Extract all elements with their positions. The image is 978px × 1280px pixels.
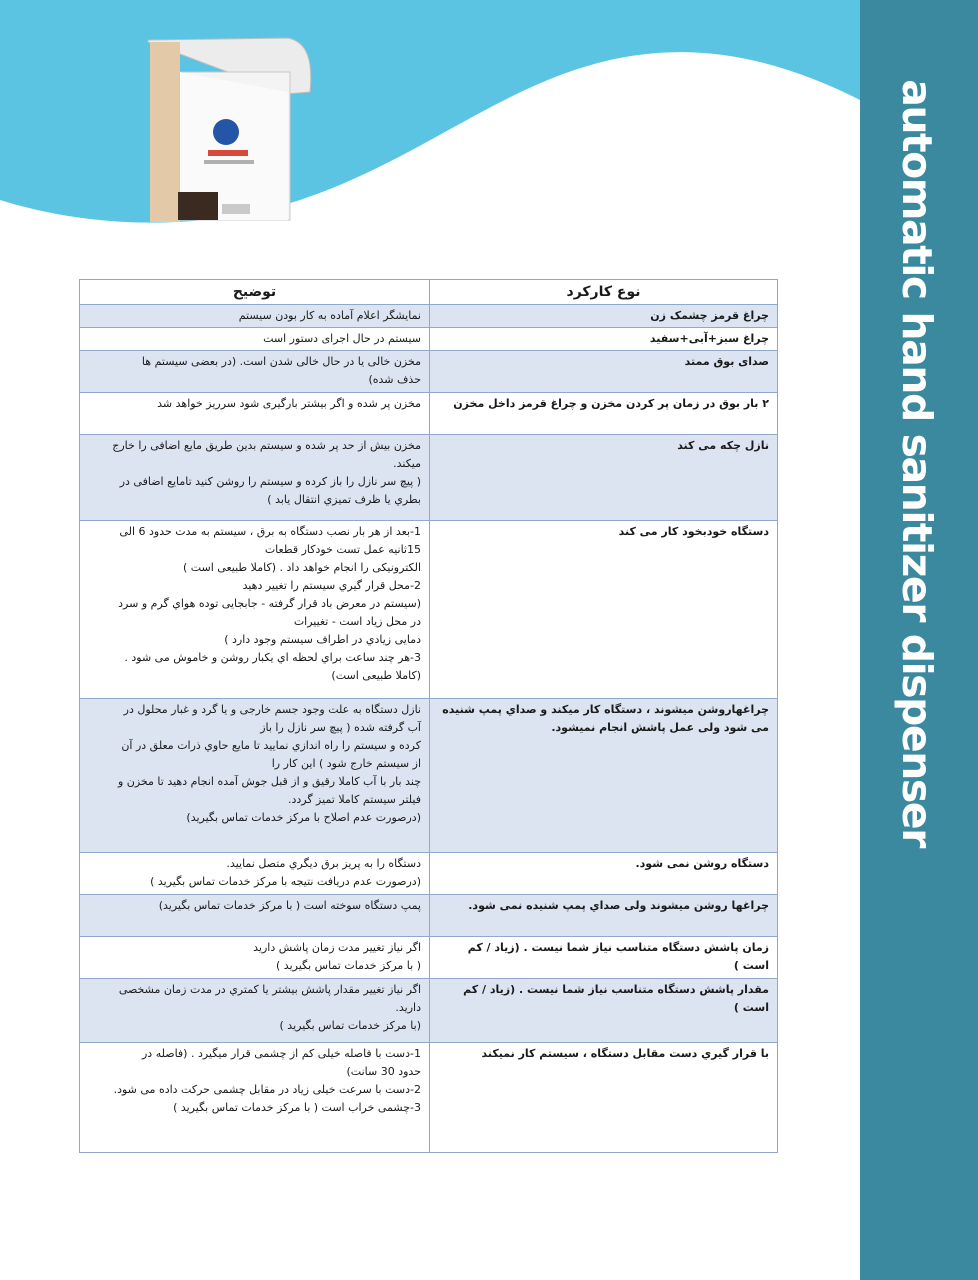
table-row: [80, 937, 778, 979]
sidebar-title: automatic hand sanitizer dispenser: [893, 79, 941, 847]
row-type: چراغهاروشن میشوند ، دستگاه کار میکند و صداي پمپ شنیده می شود ولی عمل پاشش انجام نمیشود.: [430, 699, 778, 853]
row-description: مخزن پر شده و اگر بیشتر بارگیری شود سرریز خواهد شد: [80, 393, 430, 435]
table-row: [80, 1043, 778, 1153]
table-row: [80, 435, 778, 521]
row-type: ۲ بار بوق در زمان پر کردن مخزن و چراغ قرمز داخل مخزن: [430, 393, 778, 435]
dispenser-product-image: [138, 32, 318, 232]
row-type: صدای بوق ممتد: [430, 351, 778, 393]
header-type: نوع کارکرد: [430, 280, 778, 305]
row-type: چراغ سبز+آبی+سفید: [430, 328, 778, 351]
table-row: [80, 351, 778, 393]
table-row: [80, 979, 778, 1043]
row-type: با قرار گیري دست مقابل دستگاه ، سیستم کار نمیکند: [430, 1043, 778, 1153]
table-row: [80, 699, 778, 853]
table-row: [80, 853, 778, 895]
table-row: [80, 895, 778, 937]
row-description: پمپ دستگاه سوخته است ( با مرکز خدمات تماس بگیرید): [80, 895, 430, 937]
row-type: زمان پاشش دستگاه متناسب نیاز شما نیست . (زیاد / کم است ): [430, 937, 778, 979]
table-row: [80, 305, 778, 328]
row-type: چراغها روشن میشوند ولی صداي پمپ شنیده نمی شود.: [430, 895, 778, 937]
troubleshooting-table: [79, 279, 778, 1153]
row-description: مخزن خالی یا در حال خالی شدن است. (در بعضی سیستم ها حذف شده): [80, 351, 430, 393]
row-description: 1-بعد از هر بار نصب دستگاه به برق ، سیستم به مدت حدود 6 الی 15ثانیه عمل تست خودکار قطعات الکترونیکی را انجام خواهد داد . (کاملا طبیعی است ) 2-محل قرار گیري سیستم را تغییر دهید (سیستم در معرض باد قرار گرفته - جابجایی توده هواي گرم و سرد در محل زیاد است - تغییرات دمایی زیادي در اطراف سیستم وجود دارد ) 3-هر چند ساعت براي لحظه اي یکبار روشن و خاموش می شود . (کاملا طبیعی است): [80, 521, 430, 699]
table-row: [80, 521, 778, 699]
table-row: [80, 328, 778, 351]
row-type: دستگاه روشن نمی شود.: [430, 853, 778, 895]
row-type: چراغ قرمز چشمک زن: [430, 305, 778, 328]
row-type: دستگاه خودبخود کار می کند: [430, 521, 778, 699]
row-description: اگر نیاز تغییر مقدار پاشش بیشتر یا کمتري در مدت زمان مشخصی دارید. (با مرکز خدمات تماس بگیرید ): [80, 979, 430, 1043]
row-description: سیستم در حال اجرای دستور است: [80, 328, 430, 351]
table-row: [80, 393, 778, 435]
row-description: نمایشگر اعلام آماده به کار بودن سیستم: [80, 305, 430, 328]
row-description: دستگاه را به پریز برق دیگري متصل نمایید. (درصورت عدم دریافت نتیجه با مرکز خدمات تماس بگیرید ): [80, 853, 430, 895]
wave-banner: [0, 0, 860, 240]
row-description: مخزن بیش از حد پر شده و سیستم بدین طریق مایع اضافی را خارج میکند. ( پیچ سر نازل را باز کرده و سیستم را روشن کنید تامایع اضافی در بطري یا ظرف تمیزي انتقال یابد ): [80, 435, 430, 521]
row-description: نازل دستگاه به علت وجود جسم خارجی و یا گرد و غبار محلول در آب گرفته شده ( پیچ سر نازل را باز کرده و سیستم را راه اندازي نمایید تا مایع حاوي ذرات معلق در آن از سیستم خارج شود ) این کار را چند بار با آب کاملا رقیق و از قبل جوش آمده انجام دهید تا مخزن و فیلتر سیستم کاملا تمیز گردد. (درصورت عدم اصلاح با مرکز خدمات تماس بگیرید): [80, 699, 430, 853]
row-description: اگر نیاز تغییر مدت زمان پاشش دارید ( با مرکز خدمات تماس بگیرید ): [80, 937, 430, 979]
header-description: توضیح: [80, 280, 430, 305]
row-type: نازل چکه می کند: [430, 435, 778, 521]
row-type: مقدار پاشش دستگاه متناسب نیاز شما نیست . (زیاد / کم است ): [430, 979, 778, 1043]
row-description: 1-دست با فاصله خیلی کم از چشمی قرار میگیرد . (فاصله در حدود 30 سانت) 2-دست با سرعت خیلی زیاد در مقابل چشمی حرکت داده می شود. 3-چشمی خراب است ( با مرکز خدمات تماس بگیرید ): [80, 1043, 430, 1153]
